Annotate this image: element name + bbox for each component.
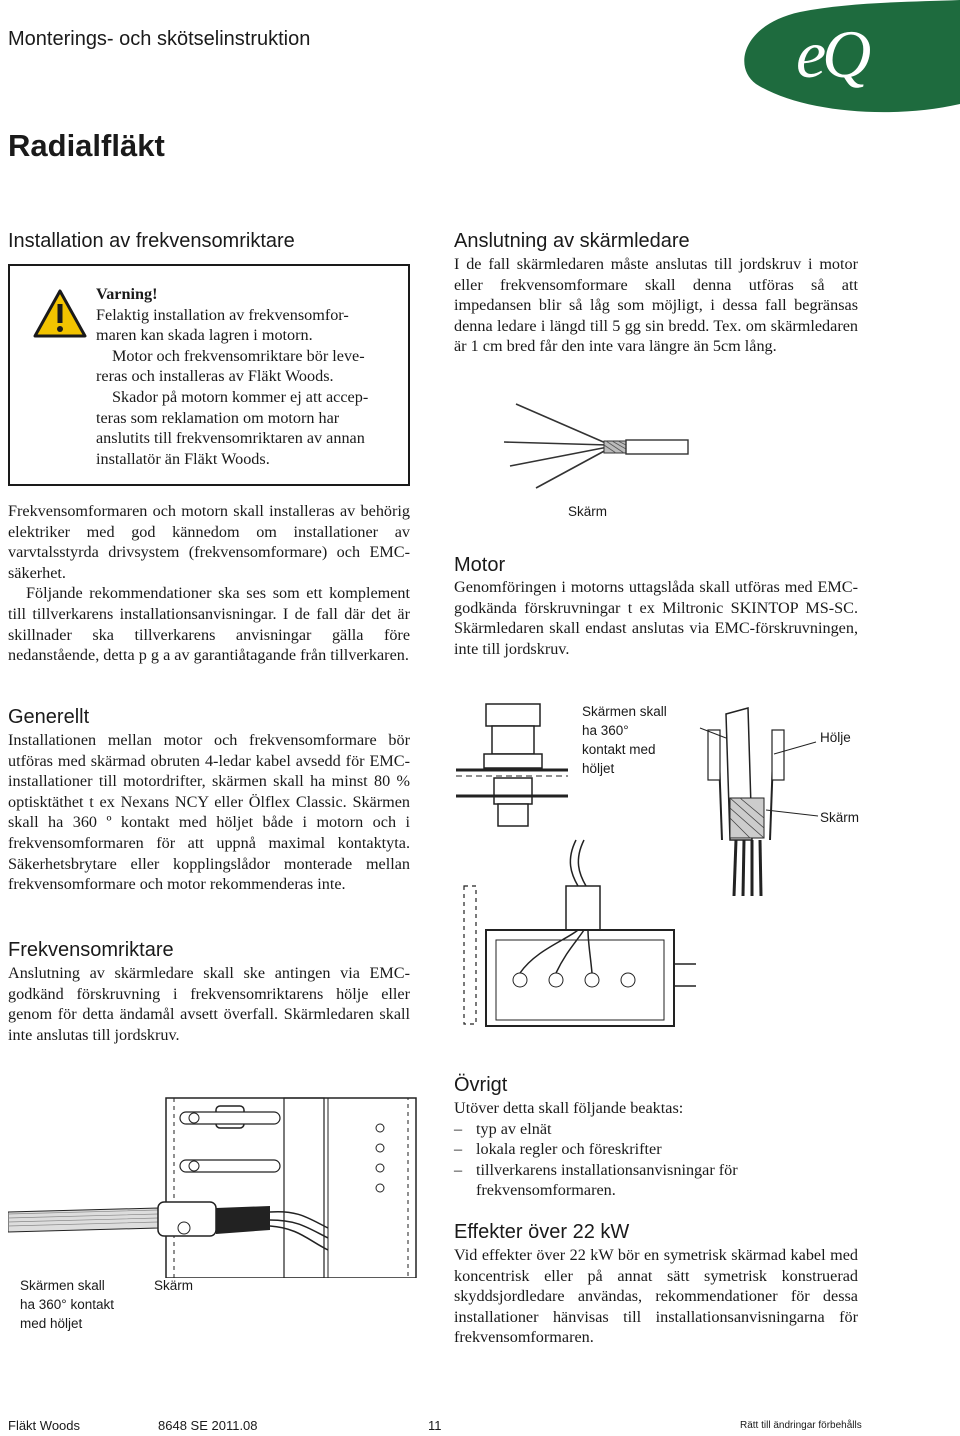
frekvensomriktare-heading: Frekvensomriktare xyxy=(8,939,174,961)
list-item: – tillverkarens installationsanvisningar för frekvensomformaren. xyxy=(454,1160,796,1201)
installation-paragraph: Frekvensomformaren och motorn skall installeras av behörig elektriker med god kännedom om installationer av varvtalsstyrda drivsystem (frekvensomformare) och EMC-säkerhet. xyxy=(8,502,410,582)
ovrigt-intro: Utöver detta skall följande beaktas: xyxy=(454,1099,684,1117)
converter-skarm-label: Skärm xyxy=(154,1278,194,1293)
shielded-cable-illustration xyxy=(496,396,696,492)
motor-contact-line: kontakt med xyxy=(582,742,656,757)
warning-line: Skador på motorn kommer ej att accep- xyxy=(112,387,369,406)
cable-figure-label: Skärm xyxy=(568,504,608,519)
warning-line: anslutits till frekvensomriktaren av annan xyxy=(96,429,365,448)
ovrigt-heading: Övrigt xyxy=(454,1074,508,1096)
converter-clamp-illustration xyxy=(8,1078,428,1278)
effekter-text: Vid effekter över 22 kW bör en symetrisk skärmad kabel med koncentrisk eller på annat sätt symetrisk konstruerad skyddsjordledare användas, rekommendationer för dessa installationer hänvisas till installationsanvisningarna för frekvensomformaren. xyxy=(454,1246,858,1347)
ovrigt-body xyxy=(454,1098,858,1201)
cable-figure xyxy=(496,396,696,519)
converter-figure xyxy=(8,1078,428,1348)
warning-icon xyxy=(32,288,88,345)
motor-heading: Motor xyxy=(454,554,506,576)
motor-contact-line: ha 360° xyxy=(582,723,629,738)
frekvensomriktare-text: Anslutning av skärmledare skall ske antingen via EMC-godkänd förskruvning i frekvensomriktarens hölje eller genom för detta ändamål avsett överfall. Skärmledaren skall inte anslutas till jordskruv. xyxy=(8,964,410,1044)
converter-contact-line: Skärmen skall xyxy=(20,1278,105,1293)
ovrigt-list xyxy=(454,1119,858,1201)
page-title: Radialfläkt xyxy=(8,128,165,163)
anslutning-heading: Anslutning av skärmledare xyxy=(454,230,690,252)
warning-box xyxy=(8,264,410,486)
brand-logo-text: eQ xyxy=(796,16,868,92)
warning-line: teras som reklamation om motorn har xyxy=(96,408,340,427)
header-title: Monterings- och skötselinstruktion xyxy=(8,28,311,50)
warning-line: reras och installeras av Fläkt Woods. xyxy=(96,367,334,386)
motor-skarm-label: Skärm xyxy=(820,810,860,825)
converter-contact-line: med höljet xyxy=(20,1316,83,1331)
motor-contact-line: Skärmen skall xyxy=(582,704,667,719)
warning-line: maren kan skada lagren i motorn. xyxy=(96,326,313,345)
warning-title: Varning! xyxy=(96,285,158,303)
motor-contact-line: höljet xyxy=(582,761,615,776)
footer-page-number: 11 xyxy=(428,1418,442,1433)
motor-text: Genomföringen i motorns uttagslåda skall utföras med EMC-godkända förskruvningar t ex Miltronic SKINTOP MS-SC. Skärmledaren skall endast anslutas via EMC-förskruvningen, inte till jordskruv. xyxy=(454,578,858,658)
footer-doc-number: 8648 SE 2011.08 xyxy=(158,1418,258,1433)
installation-body xyxy=(8,501,410,666)
list-item: – lokala regler och föreskrifter xyxy=(454,1139,858,1160)
warning-line: installatör än Fläkt Woods. xyxy=(96,449,270,468)
footer-company: Fläkt Woods xyxy=(8,1418,81,1433)
warning-text xyxy=(96,305,402,470)
motor-contact-label xyxy=(582,702,667,778)
list-item: – typ av elnät xyxy=(454,1119,858,1140)
warning-line: Motor och frekvensomriktare bör leve- xyxy=(112,346,365,365)
generellt-heading: Generellt xyxy=(8,706,90,728)
installation-heading: Installation av frekvensomriktare xyxy=(8,230,295,252)
anslutning-text: I de fall skärmledaren måste anslutas till jordskruv i motor eller frekvensomformare skall denna utföras så att impedansen blir så låg som möjligt, i dessa fall begränsas denna ledare i längd till 5 gg sin bredd. Tex. om skärmledaren är 1 cm bred får den inte vara längre än 5cm lång. xyxy=(454,255,858,356)
installation-paragraph: Följande rekommendationer ska ses som ett komplement till tillverkarens installationsanvisningar. I de fall där det är skillnader ska tillverkarens anvisningar gälla före nedanstående, detta p g a av garantiåtagande från tillverkaren. xyxy=(8,584,410,665)
converter-contact-label xyxy=(20,1276,114,1333)
converter-contact-line: ha 360° kontakt xyxy=(20,1297,114,1312)
warning-line: Felaktig installation av frekvensomfor- xyxy=(96,305,349,324)
footer-rights: Rätt till ändringar förbehålls xyxy=(740,1420,862,1431)
effekter-heading: Effekter över 22 kW xyxy=(454,1221,630,1243)
brand-logo xyxy=(740,0,960,118)
motor-holje-label: Hölje xyxy=(820,730,851,745)
generellt-text: Installationen mellan motor och frekvensomformare bör utföras med skärmad obruten 4-ledar kabel avsedd för EMC-installationer till motordrifter, skärmen skall ha minst 80 % optisktäthet t ex Nexans NCY eller Ölflex Classic. Skärmen skall ha 360 º kontakt med höljet både i motorn och i frekvensomformaren för att uppnå maximal kontaktyta. Säkerhetsbrytare eller kopplingslådor monterade mellan frekvensomformare och motor rekommenderas inte. xyxy=(8,731,410,894)
motor-figure xyxy=(456,690,876,1030)
